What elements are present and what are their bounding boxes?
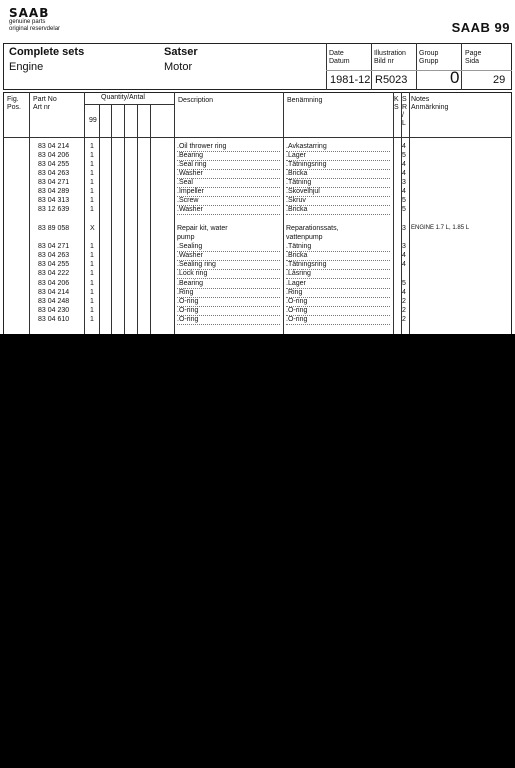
table-row xyxy=(0,315,515,324)
ks-code: 3 xyxy=(402,243,406,250)
description: .O-ring xyxy=(177,297,280,307)
table-row xyxy=(0,288,515,297)
description: .Seal ring xyxy=(177,160,280,170)
col-description: Description xyxy=(178,97,214,104)
table-row xyxy=(0,269,515,278)
note: ENGINE 1.7 L, 1.85 L xyxy=(411,225,470,231)
quantity: 1 xyxy=(90,143,94,150)
col-qty-model: 99 xyxy=(89,117,97,124)
quantity: 1 xyxy=(90,298,94,305)
title-sv: Satser xyxy=(164,46,198,58)
ks-code: 2 xyxy=(402,307,406,314)
part-number: 83 12 639 xyxy=(38,206,70,213)
ks-code: 3 xyxy=(402,179,406,186)
benamning: .Skovelhjul xyxy=(286,187,390,197)
ks-code: 2 xyxy=(402,316,406,323)
table-row xyxy=(0,178,515,187)
part-number: 83 04 289 xyxy=(38,188,70,195)
quantity: 1 xyxy=(90,170,94,177)
description-cont: pump xyxy=(177,234,195,241)
benamning: .Tätning xyxy=(286,242,390,252)
part-number: 83 04 271 xyxy=(38,179,70,186)
subtitle-en: Engine xyxy=(9,61,44,73)
description: .Bearing xyxy=(177,279,280,289)
description: .O-ring xyxy=(177,306,280,316)
quantity: X xyxy=(90,225,95,232)
quantity: 1 xyxy=(90,307,94,314)
col-benamning: Benämning xyxy=(287,97,323,104)
description: .Lock ring xyxy=(177,269,280,279)
table-row xyxy=(0,160,515,169)
table-row xyxy=(0,251,515,260)
table-row xyxy=(0,279,515,288)
parts-catalog-page xyxy=(0,0,515,334)
saab-logo: SAAB xyxy=(9,6,50,20)
part-number: 83 04 255 xyxy=(38,161,70,168)
col-srl: S R / L xyxy=(402,96,408,127)
benamning: .Tätning xyxy=(286,178,390,188)
quantity: 1 xyxy=(90,188,94,195)
brand-tagline xyxy=(9,19,60,32)
description: .Screw xyxy=(177,196,280,206)
group-label: Group Grupp xyxy=(419,50,439,65)
benamning: .O-ring xyxy=(286,306,390,316)
table-row xyxy=(0,260,515,269)
model-title: SAAB 99 xyxy=(451,20,510,35)
benamning: .O-ring xyxy=(286,315,390,325)
part-number: 83 89 058 xyxy=(38,225,70,232)
description: .Sealing xyxy=(177,242,280,252)
description: .Washer xyxy=(177,169,280,179)
quantity: 1 xyxy=(90,197,94,204)
benamning: .Tätningsring xyxy=(286,260,390,270)
part-number: 83 04 214 xyxy=(38,143,70,150)
col-quantity: Quantity/Antal xyxy=(101,94,145,101)
quantity: 1 xyxy=(90,289,94,296)
table-row xyxy=(0,196,515,205)
part-number: 83 04 271 xyxy=(38,243,70,250)
ks-code: 4 xyxy=(402,170,406,177)
description: .Washer xyxy=(177,205,280,215)
ks-code: 4 xyxy=(402,188,406,195)
ks-code: 2 xyxy=(402,298,406,305)
title-en: Complete sets xyxy=(9,46,85,58)
benamning: Reparationssats, xyxy=(286,225,339,232)
part-number: 83 04 206 xyxy=(38,152,70,159)
benamning: .Avkastarring xyxy=(286,142,390,152)
part-number: 83 04 263 xyxy=(38,170,70,177)
description: .Bearing xyxy=(177,151,280,161)
table-row xyxy=(0,169,515,178)
description: .Washer xyxy=(177,251,280,261)
page-value: 29 xyxy=(493,74,506,86)
quantity: 1 xyxy=(90,179,94,186)
table-row xyxy=(0,205,515,214)
tagline-original-reservdelar: original reservdelar xyxy=(9,25,61,32)
ks-code: 5 xyxy=(402,197,406,204)
ks-code: 5 xyxy=(402,280,406,287)
table-row xyxy=(0,242,515,251)
description: .Impeller xyxy=(177,187,280,197)
date-label: Date Datum xyxy=(329,50,350,65)
tagline-genuine-parts: genuine parts xyxy=(9,19,46,25)
table-row xyxy=(0,187,515,196)
benamning: .Bricka xyxy=(286,205,390,215)
quantity: 1 xyxy=(90,252,94,259)
ks-code: 5 xyxy=(402,206,406,213)
description: Repair kit, water xyxy=(177,225,228,232)
part-number: 83 04 248 xyxy=(38,298,70,305)
benamning-cont: vattenpump xyxy=(286,234,323,241)
quantity: 1 xyxy=(90,161,94,168)
table-row xyxy=(0,306,515,315)
date-value: 1981-12 xyxy=(330,74,371,86)
table-row xyxy=(0,151,515,160)
part-number: 83 04 255 xyxy=(38,261,70,268)
col-notes: Notes Anmärkning xyxy=(411,96,449,111)
benamning: .Ring xyxy=(286,288,390,298)
page-label: Page Sida xyxy=(465,50,482,65)
benamning: .Bricka xyxy=(286,169,390,179)
quantity: 1 xyxy=(90,316,94,323)
part-number: 83 04 610 xyxy=(38,316,70,323)
col-part-no: Part No Art nr xyxy=(33,96,57,111)
description: .Sealing ring xyxy=(177,260,280,270)
part-number: 83 04 206 xyxy=(38,280,70,287)
quantity: 1 xyxy=(90,261,94,268)
quantity: 1 xyxy=(90,243,94,250)
description: .Seal xyxy=(177,178,280,188)
part-number: 83 04 214 xyxy=(38,289,70,296)
part-number: 83 04 222 xyxy=(38,270,70,277)
quantity: 1 xyxy=(90,152,94,159)
benamning: .Bricka xyxy=(286,251,390,261)
subtitle-sv: Motor xyxy=(164,61,193,73)
table-row xyxy=(0,224,515,233)
benamning: .Låsring xyxy=(286,269,390,279)
description: .Oil thrower ring xyxy=(177,142,280,152)
part-number: 83 04 313 xyxy=(38,197,70,204)
ks-code: 4 xyxy=(402,143,406,150)
description: .O-ring xyxy=(177,315,280,325)
benamning: .Tätningsring xyxy=(286,160,390,170)
part-number: 83 04 263 xyxy=(38,252,70,259)
benamning: .Lager xyxy=(286,151,390,161)
ks-code: 5 xyxy=(402,152,406,159)
illustration-value: R5023 xyxy=(375,74,408,86)
part-number: 83 04 230 xyxy=(38,307,70,314)
table-row-continuation xyxy=(0,233,515,242)
quantity: 1 xyxy=(90,280,94,287)
table-row xyxy=(0,142,515,151)
col-fig-pos: Fig. Pos. xyxy=(7,96,22,111)
ks-code: 4 xyxy=(402,252,406,259)
benamning: .O-ring xyxy=(286,297,390,307)
group-value: 0 xyxy=(450,68,460,87)
benamning: .Lager xyxy=(286,279,390,289)
ks-code: 4 xyxy=(402,289,406,296)
ks-code: 4 xyxy=(402,161,406,168)
benamning: .Skruv xyxy=(286,196,390,206)
col-ks: K S xyxy=(394,96,399,111)
quantity: 1 xyxy=(90,206,94,213)
ks-code: 3 xyxy=(402,225,406,232)
quantity: 1 xyxy=(90,270,94,277)
description: .Ring xyxy=(177,288,280,298)
ks-code: 4 xyxy=(402,261,406,268)
table-row xyxy=(0,297,515,306)
illustration-label: Illustration Bild nr xyxy=(374,50,406,65)
